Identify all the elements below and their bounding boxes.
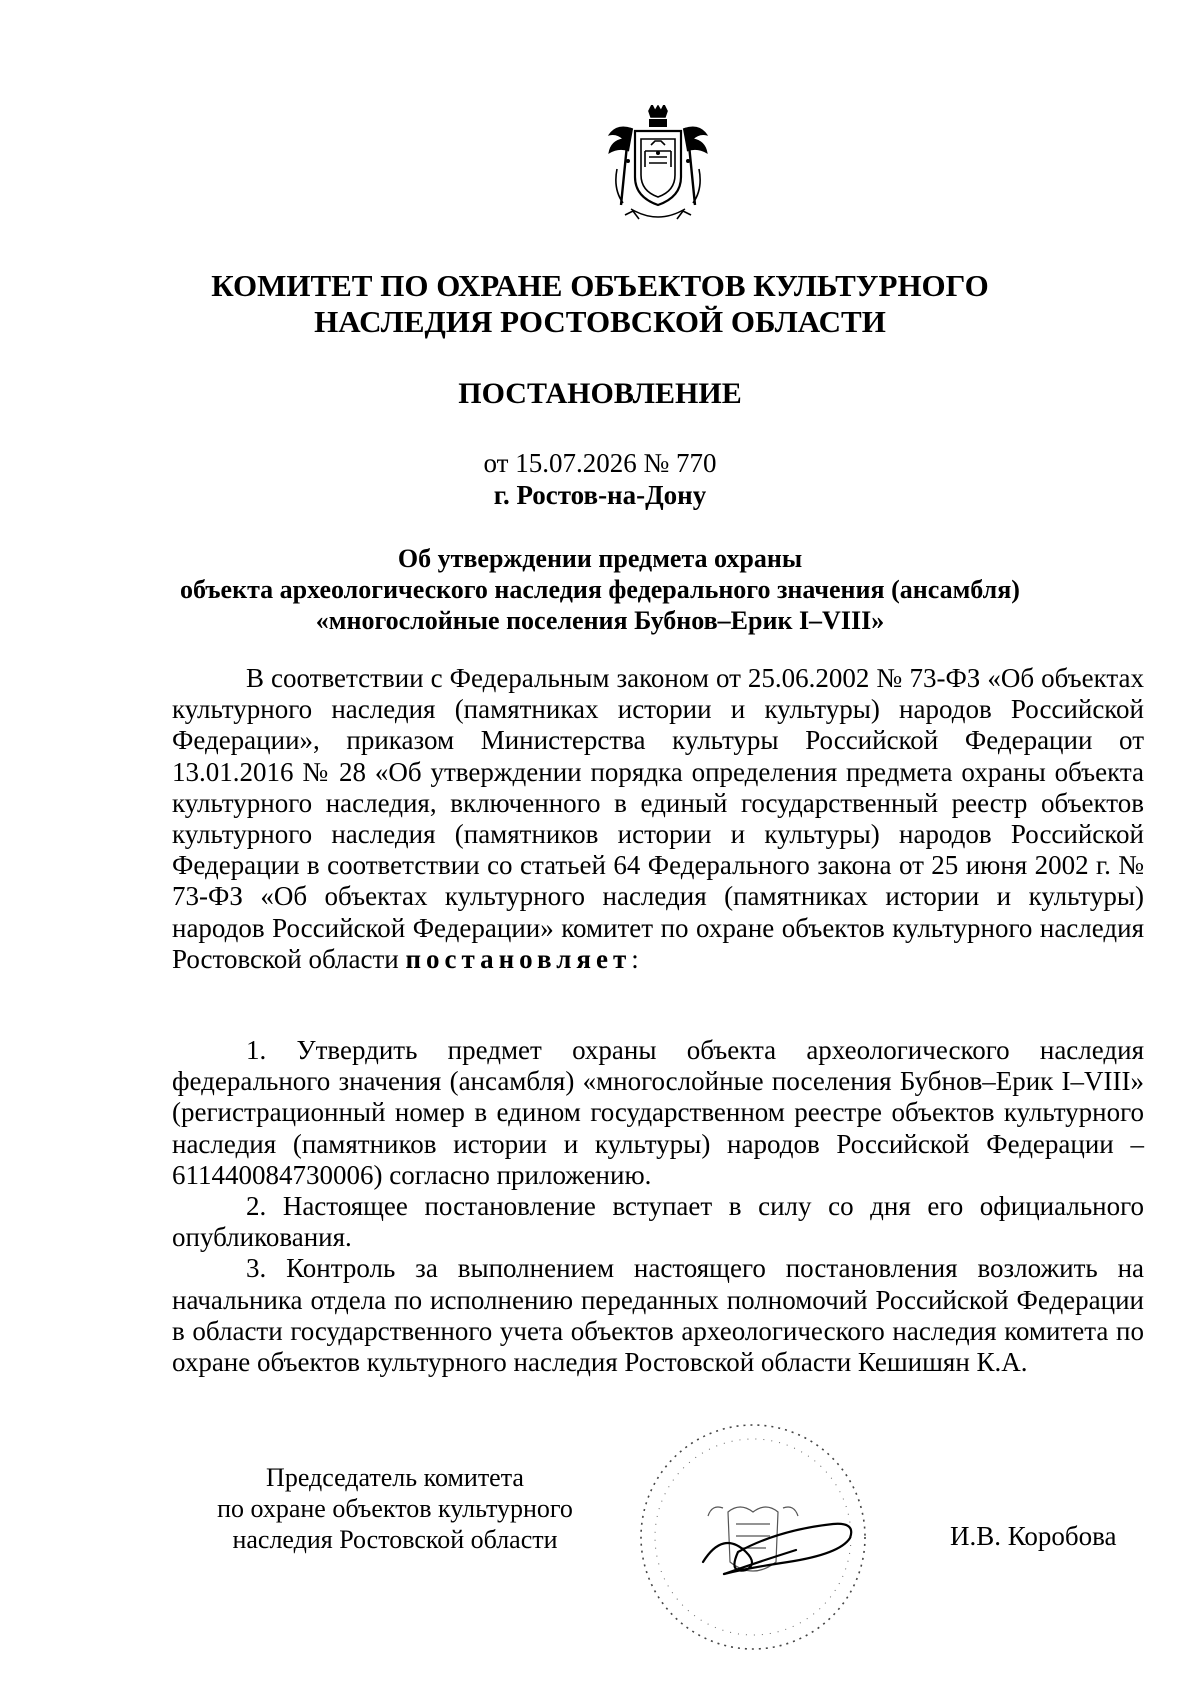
signer-title-line2: по охране объектов культурного: [217, 1494, 573, 1523]
coat-of-arms-icon: [603, 105, 713, 227]
resolution-items: [172, 1035, 1144, 1378]
subject-line2: объекта археологического наследия федерального значения (ансамбля): [180, 575, 1020, 604]
subject-line3: «многослойные поселения Бубнов–Ерик I–VIII»: [315, 606, 885, 635]
official-seal-icon: [628, 1412, 878, 1662]
committee-name: [0, 268, 1200, 340]
document-city: г. Ростов-на-Дону: [493, 480, 707, 510]
resolution-item: 1. Утвердить предмет охраны объекта археологического наследия федерального значения (ансамбля) «многослойные поселения Бубнов–Ерик I–VIII» (регистрационный номер в едином государственном реестре объектов культурного наследия (памятников истории и культуры) народов Российской Федерации – 611440084730006) согласно приложению.: [172, 1035, 1144, 1190]
signer-title-line1: Председатель комитета: [266, 1463, 524, 1492]
signer-title: [185, 1462, 605, 1555]
document-date-number: от 15.07.2026 № 770: [483, 448, 717, 478]
subject-line1: Об утверждении предмета охраны: [397, 544, 803, 573]
decree-word: постановляет: [405, 943, 632, 974]
document-subject: [0, 543, 1200, 636]
document-type: ПОСТАНОВЛЕНИЕ: [458, 377, 742, 410]
signer-title-line3: наследия Ростовской области: [232, 1525, 558, 1554]
resolution-item: 3. Контроль за выполнением настоящего постановления возложить на начальника отдела по исполнению переданных полномочий Российской Федерации в области государственного учета объектов археологического наследия комитета по охране объектов культурного наследия Ростовской области Кешишян К.А.: [172, 1253, 1144, 1378]
committee-name-line1: КОМИТЕТ ПО ОХРАНЕ ОБЪЕКТОВ КУЛЬТУРНОГО: [211, 268, 989, 303]
decree-colon: :: [631, 943, 639, 974]
preamble-text: В соответствии с Федеральным законом от 25.06.2002 № 73-ФЗ «Об объектах культурного наследия (памятниках истории и культуры) народов Российской Федерации», приказом Министерства культуры Российской Федерации от 13.01.2016 № 28 «Об утверждении порядка определения предмета охраны объекта культурного наследия, включенного в единый государственный реестр объектов культурного наследия (памятников истории и культуры) народов Российской Федерации в соответствии со статьей 64 Федерального закона от 25 июня 2002 г. № 73-ФЗ «Об объектах культурного наследия (памятниках истории и культуры) народов Российской Федерации» комитет по охране объектов культурного наследия Ростовской области: [172, 663, 1144, 974]
committee-name-line2: НАСЛЕДИЯ РОСТОВСКОЙ ОБЛАСТИ: [314, 304, 886, 339]
resolution-item: 2. Настоящее постановление вступает в силу со дня его официального опубликования.: [172, 1191, 1144, 1253]
preamble: [172, 663, 1144, 975]
preamble-paragraph: [172, 663, 1144, 975]
signer-name: И.В. Коробова: [950, 1521, 1117, 1551]
